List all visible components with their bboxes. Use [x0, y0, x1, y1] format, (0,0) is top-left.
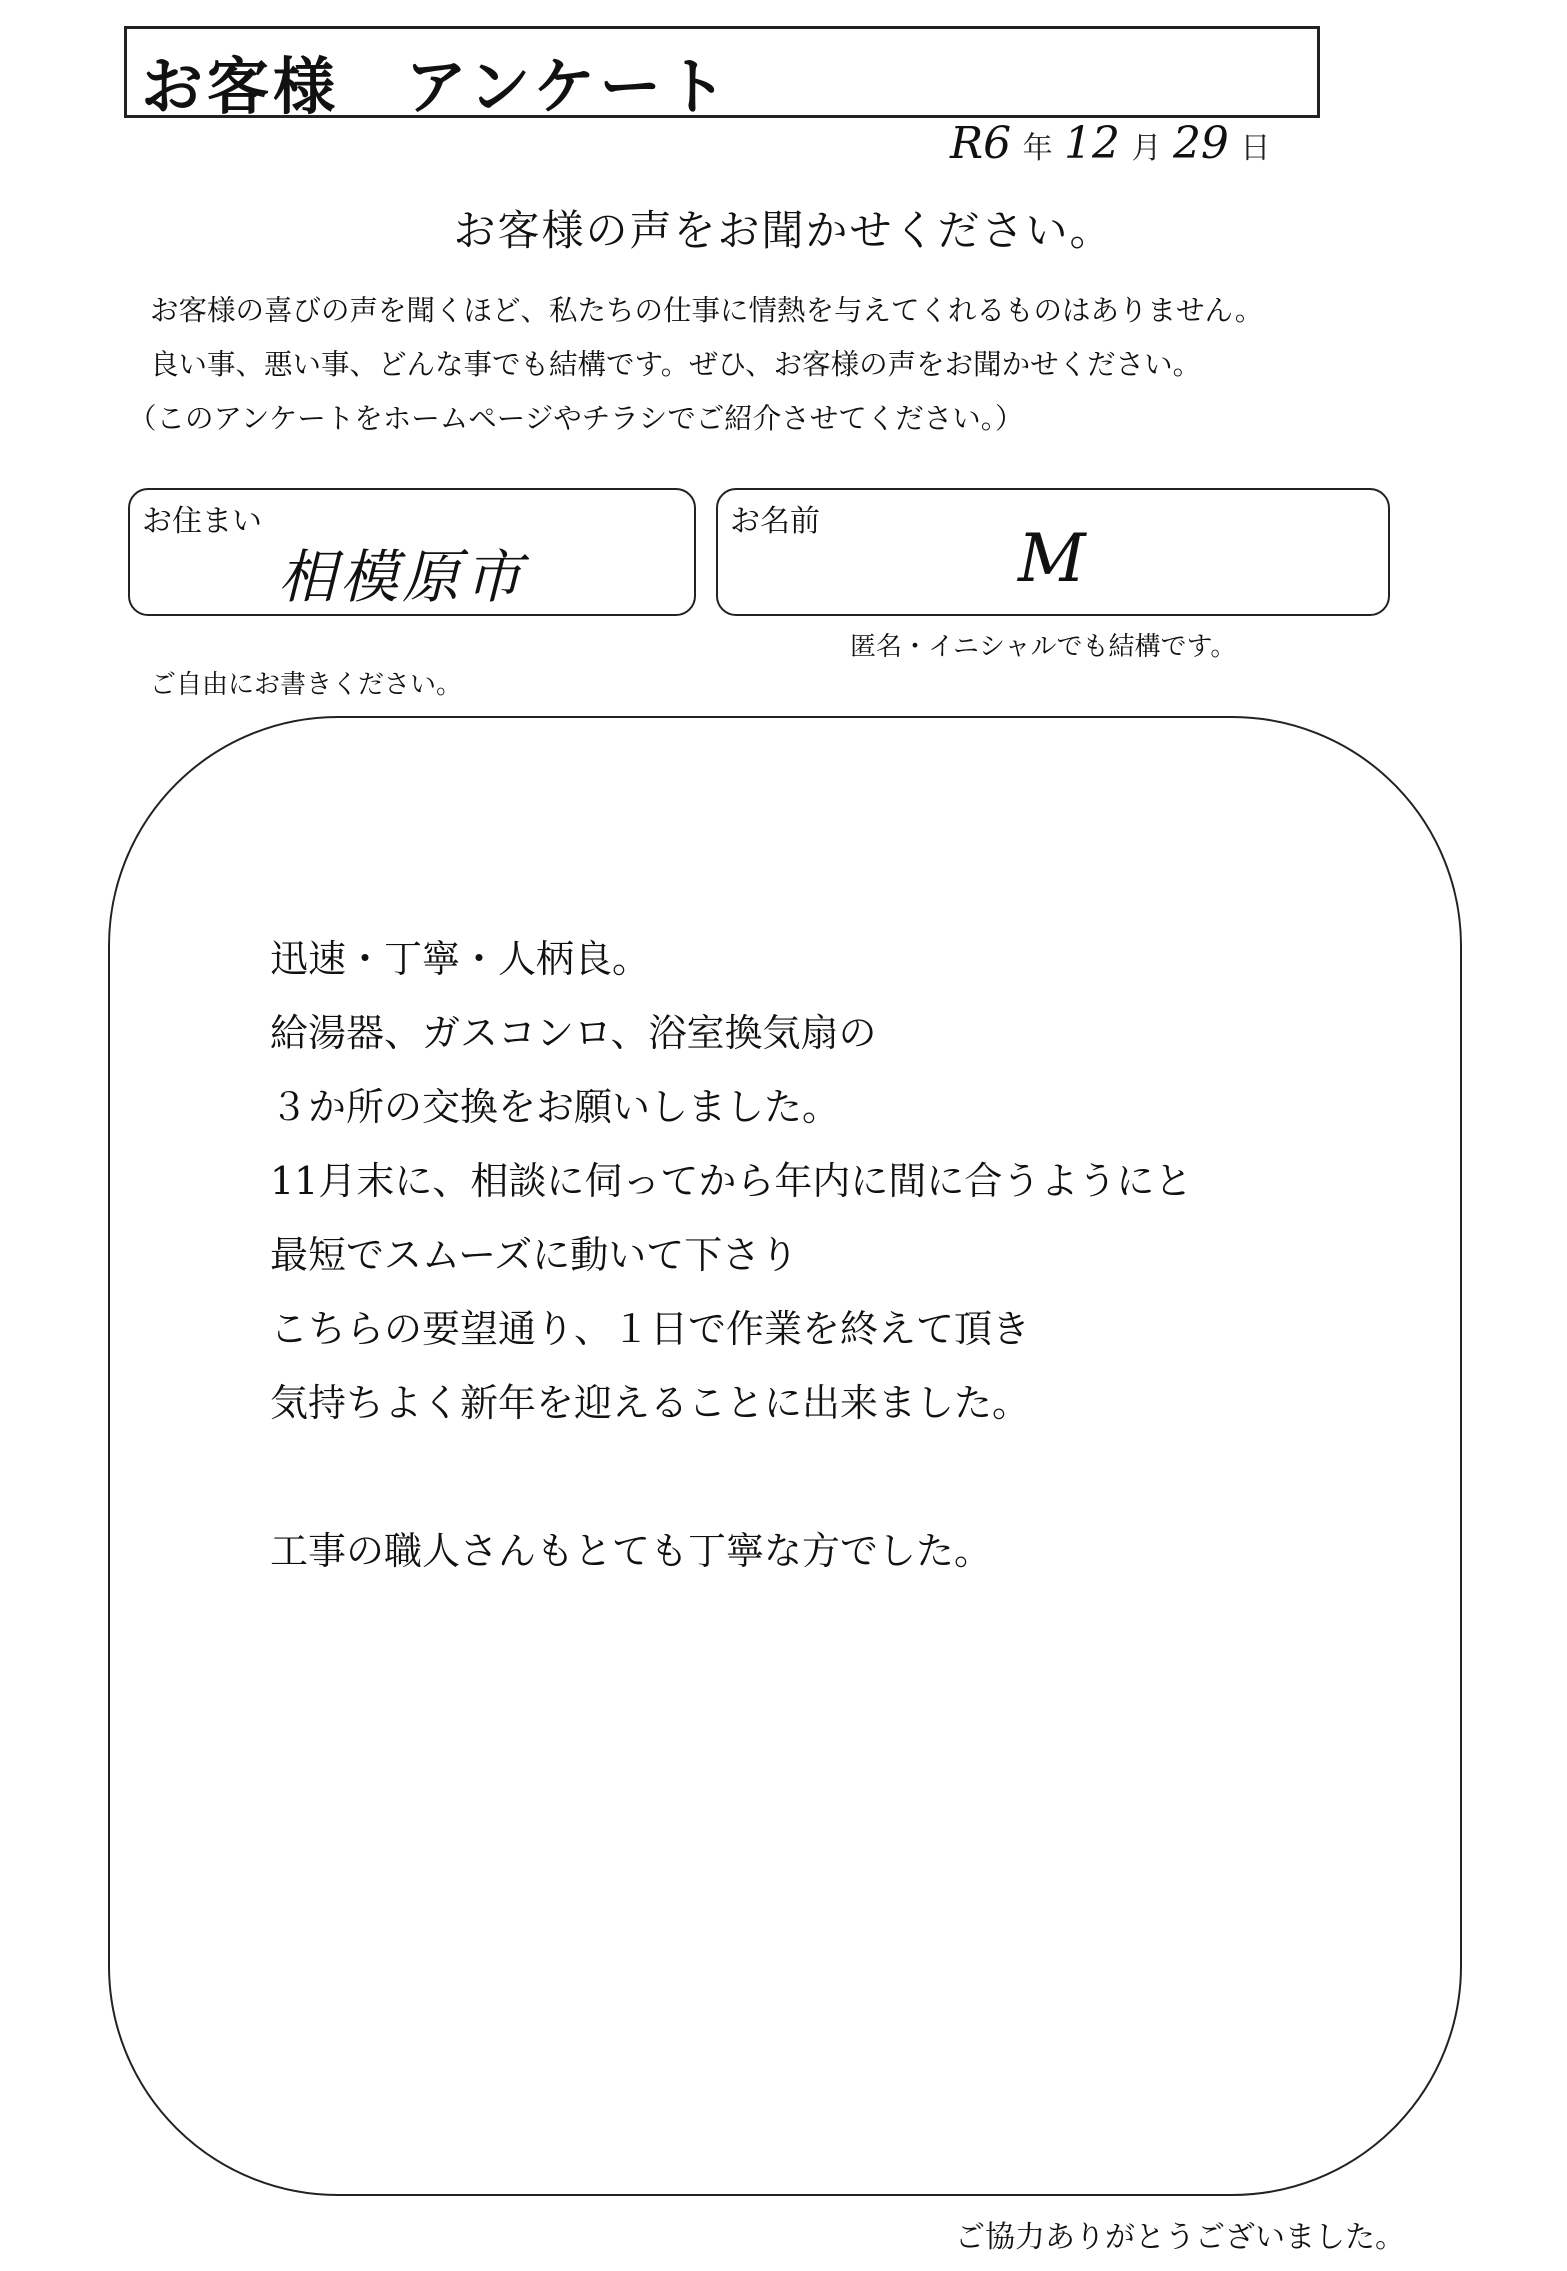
free-comment-label: ご自由にお書きください。 [150, 670, 463, 700]
date-line [950, 118, 1270, 178]
comment-line: 最短でスムーズに動いて下さり [270, 1233, 799, 1277]
date-month-label: 月 [1131, 131, 1162, 166]
comment-line: 迅速・丁寧・人柄良。 [270, 937, 651, 981]
date-era-year: R6 [950, 118, 1012, 169]
intro-line-1: お客様の喜びの声を聞くほど、私たちの仕事に情熱を与えてくれるものはありません。 [150, 294, 1264, 327]
address-field [128, 488, 696, 616]
date-day-label: 日 [1240, 131, 1271, 166]
name-label: お名前 [730, 504, 820, 539]
anonymous-note: 匿名・イニシャルでも結構です。 [850, 632, 1237, 662]
address-label: お住まい [142, 504, 262, 539]
date-day: 29 [1172, 118, 1229, 169]
address-value: 相模原市 [278, 543, 527, 611]
comment-line: 給湯器、ガスコンロ、浴室換気扇の [270, 1011, 877, 1055]
comment-text [270, 922, 1420, 1588]
thanks-text: ご協力ありがとうございました。 [955, 2220, 1405, 2255]
date-year-label: 年 [1022, 131, 1053, 166]
intro-line-2: 良い事、悪い事、どんな事でも結構です。ぜひ、お客様の声をお聞かせください。 [150, 348, 1202, 381]
comment-line: こちらの要望通り、１日で作業を終えて頂き [270, 1307, 1031, 1351]
title-box [124, 26, 1320, 123]
name-field [716, 488, 1390, 616]
intro-line-3: （このアンケートをホームページやチラシでご紹介させてください。） [128, 402, 1024, 435]
date-month: 12 [1064, 118, 1121, 169]
name-value: M [1018, 520, 1086, 597]
subtitle: お客様の声をお聞かせください。 [453, 206, 1114, 255]
comment-blank-line [270, 1440, 1420, 1514]
comment-line: ３か所の交換をお願いしました。 [270, 1085, 841, 1129]
intro-text [128, 284, 1410, 446]
page-title: お客様 アンケート [141, 50, 732, 123]
comment-line: 気持ちよく新年を迎えることに出来ました。 [270, 1381, 1031, 1425]
comment-line: 工事の職人さんもとても丁寧な方でした。 [270, 1529, 993, 1573]
comment-line: 11月末に、相談に伺ってから年内に間に合うようにと [270, 1159, 1193, 1203]
